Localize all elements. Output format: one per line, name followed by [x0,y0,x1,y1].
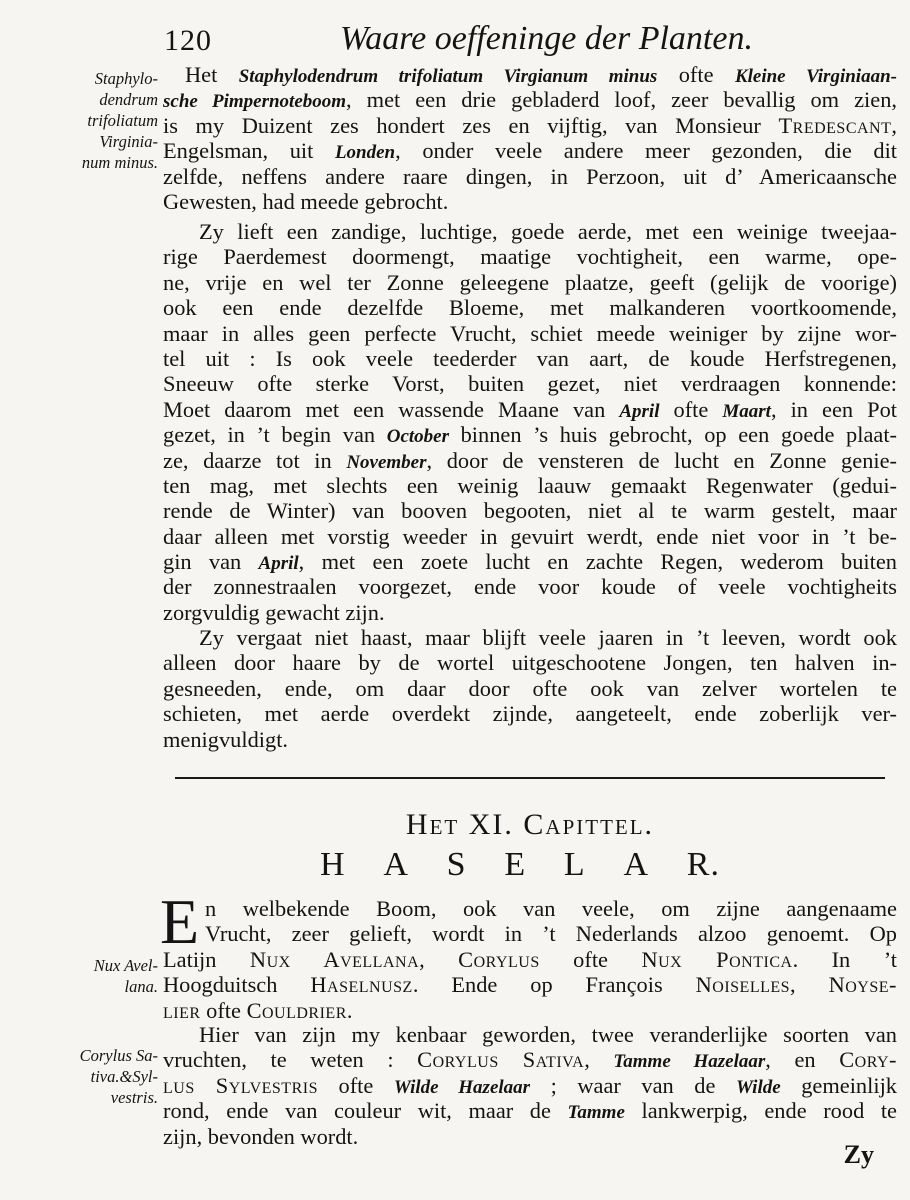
margin-note-line: Nux Avel- [93,956,158,975]
text-line [163,1022,897,1047]
text-run: menigvuldigt. [163,726,289,752]
text-line [163,1073,897,1098]
italic-term: Tamme [567,1102,625,1124]
small-caps-term: Cory- [839,1047,898,1073]
margin-note-line: Staphylo- [94,69,158,88]
text-line [163,727,897,752]
small-caps-term: Tredescant [778,112,892,138]
text-run: schieten, met aerde overdekt zijnde, aangeteelt, ende zoberlijk ver- [163,701,897,727]
italic-term: Wilde Hazelaar [393,1076,531,1098]
italic-term: November [346,451,427,473]
catchword: Zy [843,1140,874,1169]
text-line [163,650,897,675]
text-run: Het [185,62,239,87]
small-caps-term: Nux Avellana [249,946,420,972]
text-line [163,244,897,269]
text-line [163,371,897,396]
margin-note-line: trifoliatum [87,111,158,130]
text-run: Hoogduitsch [163,972,311,998]
page-header [150,18,790,62]
text-run: Zy lieft een zandige, luchtige, goede aerde, met een weinige tweejaa- [199,219,897,244]
text-run: . In ’t [792,946,897,972]
text-run: , onder veele andere meer gezonden, die dit [395,138,898,164]
text-run: ; waar van de [530,1072,736,1098]
paragraph-haselar-varieties [163,1022,897,1149]
text-run: , door de vensteren de lucht en Zonne genie- [426,447,898,473]
text-run: zijn, bevonden wordt. [163,1123,359,1149]
drop-cap: E [160,886,200,957]
text-line [163,164,897,189]
small-caps-term: Couldrier [246,997,347,1023]
text-run: , [584,1047,614,1073]
text-line [163,113,897,138]
text-run: ofte [317,1072,394,1098]
text-run: alleen door haare by de wortel uitgeschootene Jongen, ten halven in- [163,650,897,676]
text-run: gesneeden, ende, om daar door ofte ook van zelver wortelen te [163,675,897,701]
margin-note-line: vestris. [110,1088,158,1107]
text-run: . [346,997,353,1023]
italic-term: October [386,426,449,448]
text-run: ze, daarze tot in [163,447,347,473]
text-line [163,1047,897,1072]
margin-note-line: Virginia- [99,132,158,151]
text-run: , met een drie gebladerd loof, zeer bevallig om zien, [346,87,897,113]
text-line [163,1124,897,1149]
text-line [163,498,897,523]
paragraph-haselar-intro [163,896,897,1023]
text-run: , [790,972,829,998]
chapter-title [320,846,720,884]
text-line [163,921,897,946]
text-run: vruchten, te weten : [163,1047,418,1073]
small-caps-term: lier [163,997,201,1023]
text-run: zelfde, neffens andere raare dingen, in Perzoon, uit d’ Americaansche [163,163,897,189]
text-run: Hier van zijn my kenbaar geworden, twee veranderlijke soorten van [199,1022,897,1047]
text-line [163,998,897,1023]
text-run: Moet daarom met een wassende Maane van [163,396,620,422]
text-run: ofte [200,997,247,1023]
chapter-title-letter: E [504,846,527,883]
margin-note-nux-avellana [40,955,158,997]
text-run: ofte [539,946,642,972]
text-line [163,219,897,244]
running-title: Waare oeffeninge der Planten. [340,20,753,57]
margin-note-line: dendrum [99,90,158,109]
italic-term: Staphylodendrum trifoliatum Virgianum minus [238,66,658,87]
text-run: der zonnestraalen voorgezet, ende voor koude of veele vochtigheits [163,574,897,600]
text-run: , [419,946,459,972]
text-run: ofte [659,396,723,422]
paragraph-propagation [163,625,897,752]
text-run: ook een ende dezelfde Bloeme, met malkanderen voortkoomende, [163,295,897,321]
text-run: rond, ende van couleur wit, maar de [163,1098,568,1124]
page-number: 120 [164,24,212,57]
text-line [163,138,897,163]
text-run: gezet, in ’t begin van [163,422,387,448]
text-line [163,524,897,549]
text-line [163,62,897,87]
italic-term: April [258,553,299,575]
text-run: , in een Pot [770,396,897,422]
text-run: . Ende op François [412,972,696,998]
text-run: Sneeuw ofte sterke Vorst, buiten gezet, niet verdraagen konnende: [163,371,897,397]
text-line [163,600,897,625]
text-line [163,947,897,972]
paragraph-cultivation [163,219,897,625]
text-run: maar in alles geen perfecte Vrucht, schiet meede weiniger by zijne wor- [163,320,897,346]
text-run: Gewesten, had meede gebrocht. [163,188,449,214]
italic-term: Wilde [735,1076,781,1098]
text-run: rige Paerdemest doormengt, maatige vochtigheit, een warme, ope- [163,244,897,270]
chapter-title-letter: A [383,846,409,883]
text-line [163,295,897,320]
text-run: Zy vergaat niet haast, maar blijft veele jaaren in ’t leeven, wordt ook [199,625,897,650]
text-run: , en [765,1047,840,1073]
text-run: , met een zoete lucht en zachte Regen, wederom buiten [298,549,897,575]
text-run: Engelsman, uit [163,138,335,164]
margin-note-corylus [40,1045,158,1108]
small-caps-term: Noyse- [828,972,897,998]
text-line [163,189,897,214]
text-line [163,972,897,997]
text-run: Latijn [163,946,250,972]
text-run: daar alleen met vorstig weeder in gevuirt werdt, ende niet voor in ’t be- [163,523,897,549]
chapter-title-letter: R. [686,846,720,883]
text-run: Vrucht, zeer gelieft, wordt in ’t Nederlands alzoo genoemt. Op [205,921,897,947]
margin-note-line: tiva.&Syl- [90,1067,158,1086]
margin-note-line: lana. [124,977,158,996]
small-caps-term: Nux Pontica [641,946,793,972]
margin-note-staphylodendrum [40,68,158,173]
italic-term: sche Pimpernoteboom [163,91,347,113]
small-caps-term: Haselnusz [310,972,413,998]
text-line [163,321,897,346]
margin-note-line: Corylus Sa- [79,1046,158,1065]
small-caps-term: Corylus [458,946,540,972]
text-line [163,87,897,112]
italic-term: Londen [334,142,396,164]
text-line [163,574,897,599]
text-line [163,676,897,701]
chapter-heading: Het XI. Capittel. [405,808,655,841]
paragraph-staphylodendrum [163,62,897,214]
text-line [163,625,897,650]
margin-note-line: num minus. [81,153,158,172]
text-line [163,346,897,371]
small-caps-term: Noiselles [695,972,791,998]
text-line [163,701,897,726]
text-run: gin van [163,549,259,575]
text-run: lankwerpig, ende rood te [624,1098,897,1124]
text-run: ten mag, met slechts een weinig laauw gemaakt Regenwater (gedui- [163,472,897,498]
text-run: n welbekende Boom, ook van veele, om zijne aangenaame [205,896,897,921]
chapter-title-letter: H [320,846,346,883]
text-line [163,270,897,295]
text-line [163,549,897,574]
text-run: gemeinlijk [780,1072,897,1098]
italic-term: Maart [722,400,771,422]
text-run: rende de Winter) van booven begooten, niet al te warm gestelt, maar [163,498,897,524]
text-run: zorgvuldig gewacht zijn. [163,599,385,625]
text-line [163,1098,897,1123]
italic-term: April [619,400,660,422]
text-line [163,473,897,498]
italic-term: Tamme Hazelaar [613,1051,766,1073]
italic-term: Kleine Virginiaan- [734,66,897,87]
small-caps-term: Corylus Sativa [417,1047,585,1073]
chapter-title-letter: S [446,846,467,883]
text-run: ofte [657,62,735,87]
text-line [163,422,897,447]
text-line [163,896,897,921]
small-caps-term: lus Sylvestris [163,1072,318,1098]
text-run: binnen ’s huis gebrocht, op een goede plaat- [448,422,897,448]
text-run: ne, vrije en wel ter Zonne geleegene plaatze, geeft (gelijk de voorige) [163,269,897,295]
section-divider [175,777,885,779]
text-line [163,448,897,473]
chapter-title-letter: A [623,846,649,883]
text-run: is my Duizent zes hondert zes en vijftig, van Monsieur [163,112,779,138]
text-run: , [891,112,897,138]
text-run: tel uit : Is ook veele teederder van aart, de koude Herfstregenen, [163,345,897,371]
text-line [163,397,897,422]
chapter-title-letter: L [563,846,586,883]
